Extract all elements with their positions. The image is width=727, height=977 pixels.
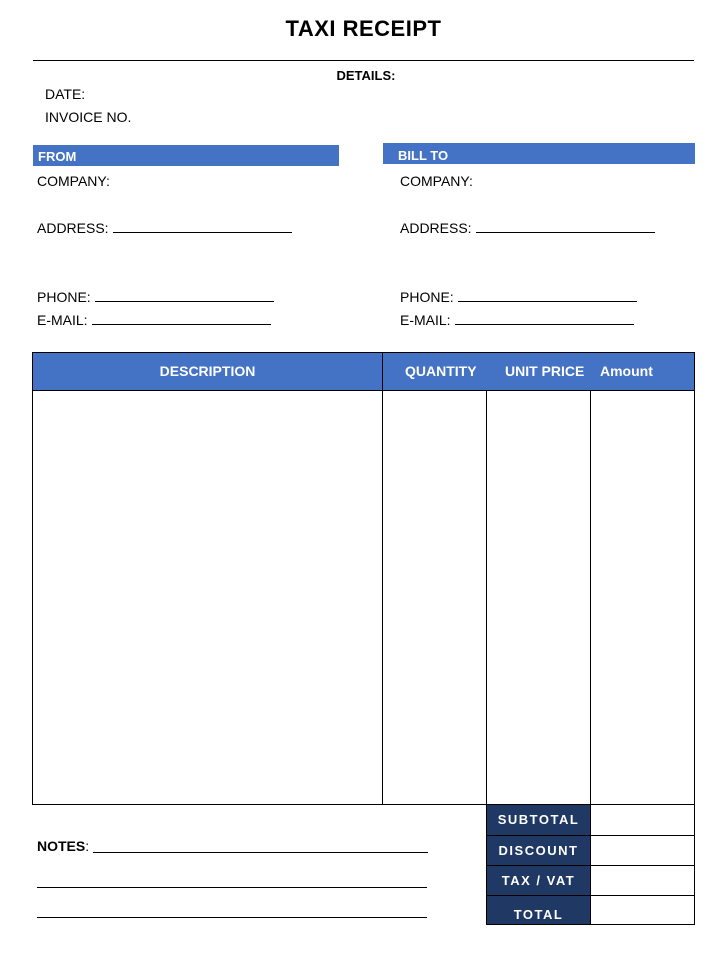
discount-label: DISCOUNT [498,843,579,858]
invoice-number-label: INVOICE NO. [45,109,132,125]
total-label: TOTAL [513,907,564,922]
unit-price-cell[interactable] [486,390,591,805]
notes-colon: : [85,838,90,854]
bill-to-email-label: E-MAIL: [400,312,451,328]
bill-to-email-line[interactable] [455,312,634,325]
bill-to-company-label: COMPANY: [400,173,473,189]
from-heading-bar [33,145,339,166]
amount-column-header: Amount [600,363,653,379]
from-email-field[interactable] [37,312,271,328]
subtotal-label: SUBTOTAL [497,812,580,827]
bill-to-heading-bar [383,143,695,164]
from-email-line[interactable] [92,312,271,325]
from-address-field[interactable] [37,220,292,236]
bill-to-heading: BILL TO [398,148,449,163]
bill-to-address-field[interactable] [400,220,655,236]
bill-to-phone-label: PHONE: [400,289,454,305]
from-address-label: ADDRESS: [37,220,109,236]
page-title: TAXI RECEIPT [285,16,442,41]
from-heading: FROM [38,149,77,164]
tax-value-cell[interactable] [590,865,695,896]
tax-label-cell [486,865,591,896]
amount-cell[interactable] [590,390,695,805]
from-phone-line[interactable] [95,289,274,302]
subtotal-value-cell[interactable] [590,804,695,836]
description-cell[interactable] [32,390,383,805]
tax-label: TAX / VAT [501,873,576,888]
bill-to-address-line[interactable] [476,220,655,233]
bill-to-address-label: ADDRESS: [400,220,472,236]
notes-line-2[interactable] [37,887,427,888]
quantity-column-header: QUANTITY [405,363,477,379]
notes-line-1[interactable] [93,852,428,853]
bill-to-phone-line[interactable] [458,289,637,302]
from-phone-label: PHONE: [37,289,91,305]
total-value-cell[interactable] [590,895,695,925]
title-divider [33,60,694,61]
quantity-cell[interactable] [382,390,487,805]
discount-value-cell[interactable] [590,835,695,866]
notes-label-wrap [37,838,89,854]
discount-label-cell [486,835,591,866]
details-heading: DETAILS: [336,68,396,83]
bill-to-phone-field[interactable] [400,289,637,305]
notes-label: NOTES [37,838,86,854]
notes-line-3[interactable] [37,917,427,918]
from-address-line[interactable] [113,220,292,233]
unit-price-column-header: UNIT PRICE [505,363,585,379]
from-company-label: COMPANY: [37,173,110,189]
date-label: DATE: [45,86,86,102]
description-header-label: DESCRIPTION [159,363,256,379]
bill-to-email-field[interactable] [400,312,634,328]
from-phone-field[interactable] [37,289,274,305]
description-column-header [32,352,383,391]
from-email-label: E-MAIL: [37,312,88,328]
total-label-cell [486,895,591,925]
subtotal-label-cell [486,804,591,836]
